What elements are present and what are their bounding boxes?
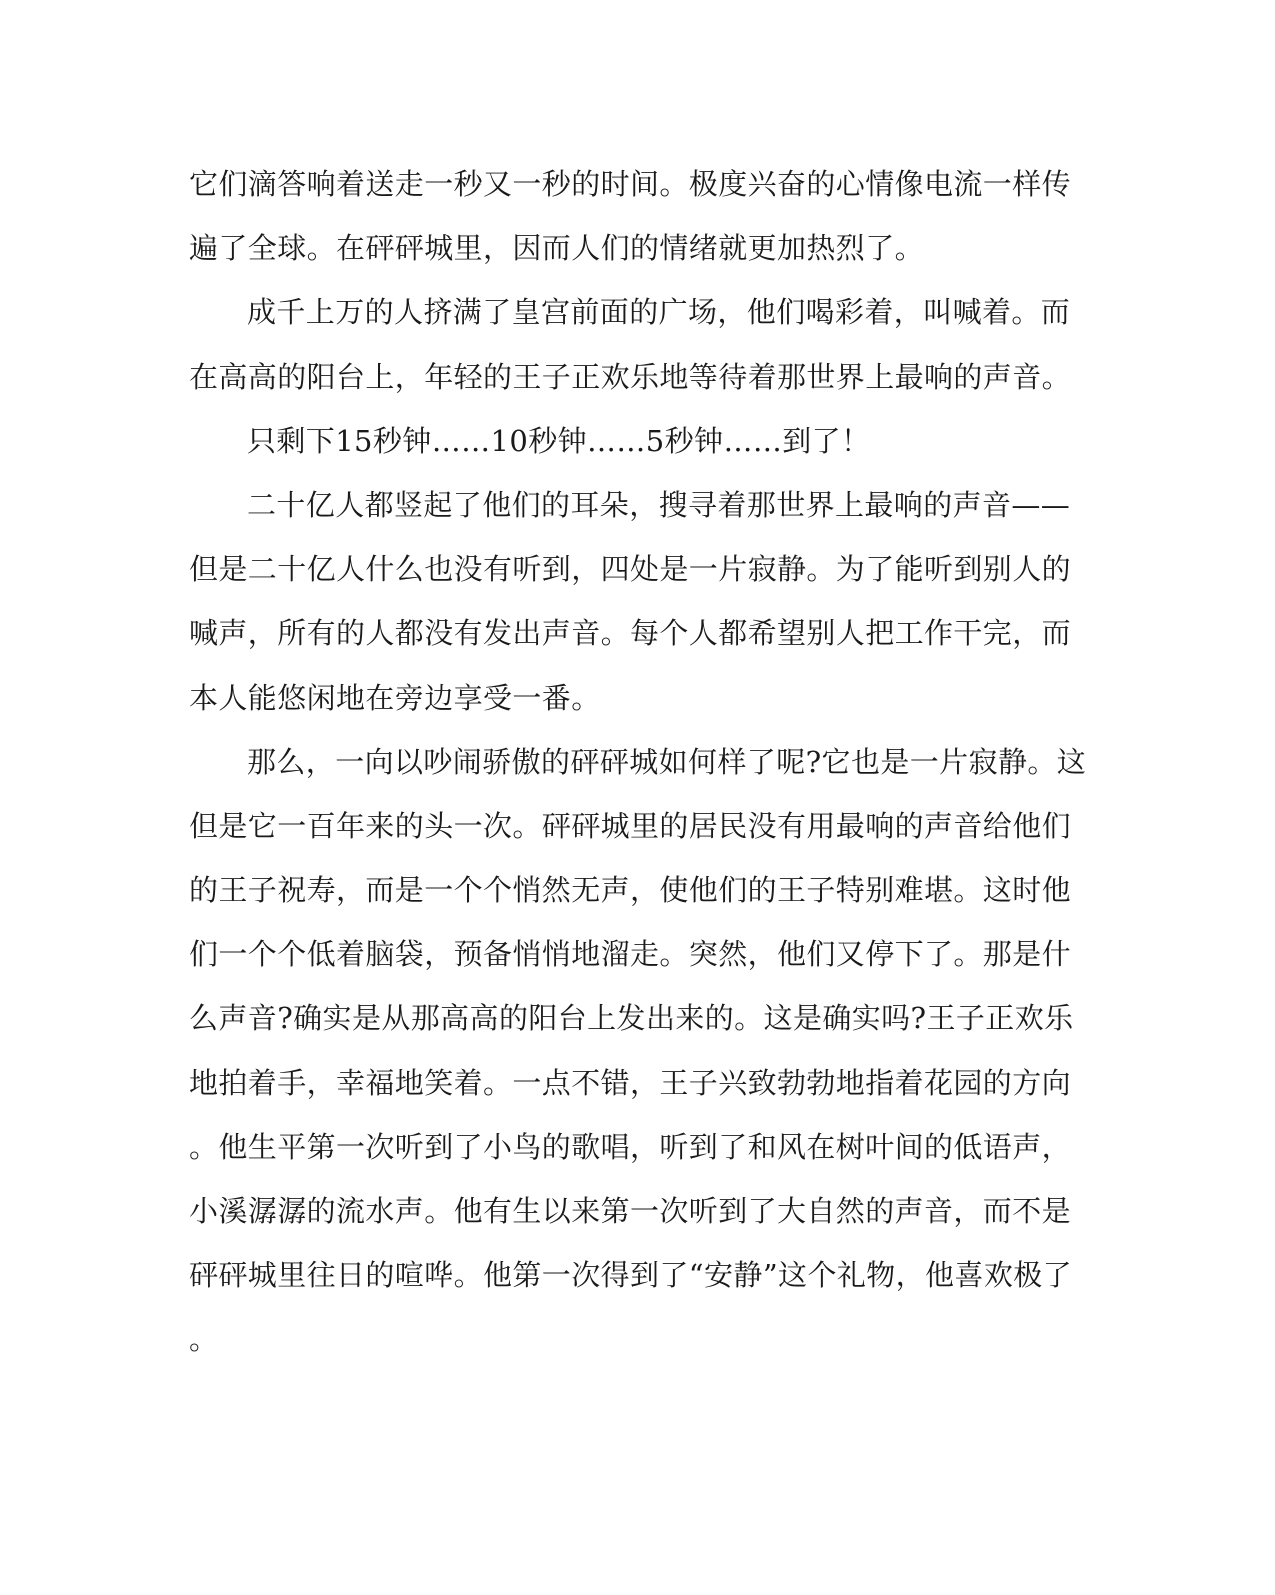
text-line: 么声音?确实是从那高高的阳台上发出来的。这是确实吗?王子正欢乐 [189, 1001, 1074, 1036]
text-line: 。 [189, 1322, 219, 1357]
text-line: 的王子祝寿，而是一个个悄然无声，使他们的王子特别难堪。这时他 [189, 873, 1072, 908]
text-line: 但是二十亿人什么也没有听到，四处是一片寂静。为了能听到别人的 [189, 552, 1072, 587]
text-line: 。他生平第一次听到了小鸟的歌唱，听到了和风在树叶间的低语声， [189, 1129, 1072, 1164]
body-text [189, 152, 1087, 1372]
text-line: 在高高的阳台上，年轻的王子正欢乐地等待着那世界上最响的声音。 [189, 359, 1072, 394]
text-line: 喊声，所有的人都没有发出声音。每个人都希望别人把工作干完，而 [189, 616, 1072, 651]
text-line: 它们滴答响着送走一秒又一秒的时间。极度兴奋的心情像电流一样传 [189, 167, 1072, 201]
text-line: 只剩下15秒钟……10秒钟……5秒钟……到了！ [247, 423, 871, 458]
text-line: 本人能悠闲地在旁边享受一番。 [189, 680, 601, 715]
text-line: 小溪潺潺的流水声。他有生以来第一次听到了大自然的声音，而不是 [189, 1194, 1072, 1228]
text-line: 那么，一向以吵闹骄傲的砰砰城如何样了呢?它也是一片寂静。这 [247, 744, 1087, 779]
text-line: 成千上万的人挤满了皇宫前面的广场，他们喝彩着，叫喊着。而 [247, 295, 1071, 330]
text-line: 遍了全球。在砰砰城里，因而人们的情绪就更加热烈了。 [189, 231, 925, 266]
text-line: 们一个个低着脑袋，预备悄悄地溜走。突然，他们又停下了。那是什 [189, 937, 1072, 972]
text-line: 但是它一百年来的头一次。砰砰城里的居民没有用最响的声音给他们 [189, 808, 1072, 843]
text-line: 二十亿人都竖起了他们的耳朵，搜寻着那世界上最响的声音—— [247, 487, 1071, 522]
text-line: 地拍着手，幸福地笑着。一点不错，王子兴致勃勃地指着花园的方向 [189, 1065, 1072, 1100]
text-line: 砰砰城里往日的喧哗。他第一次得到了“安静”这个礼物，他喜欢极了 [189, 1258, 1073, 1293]
